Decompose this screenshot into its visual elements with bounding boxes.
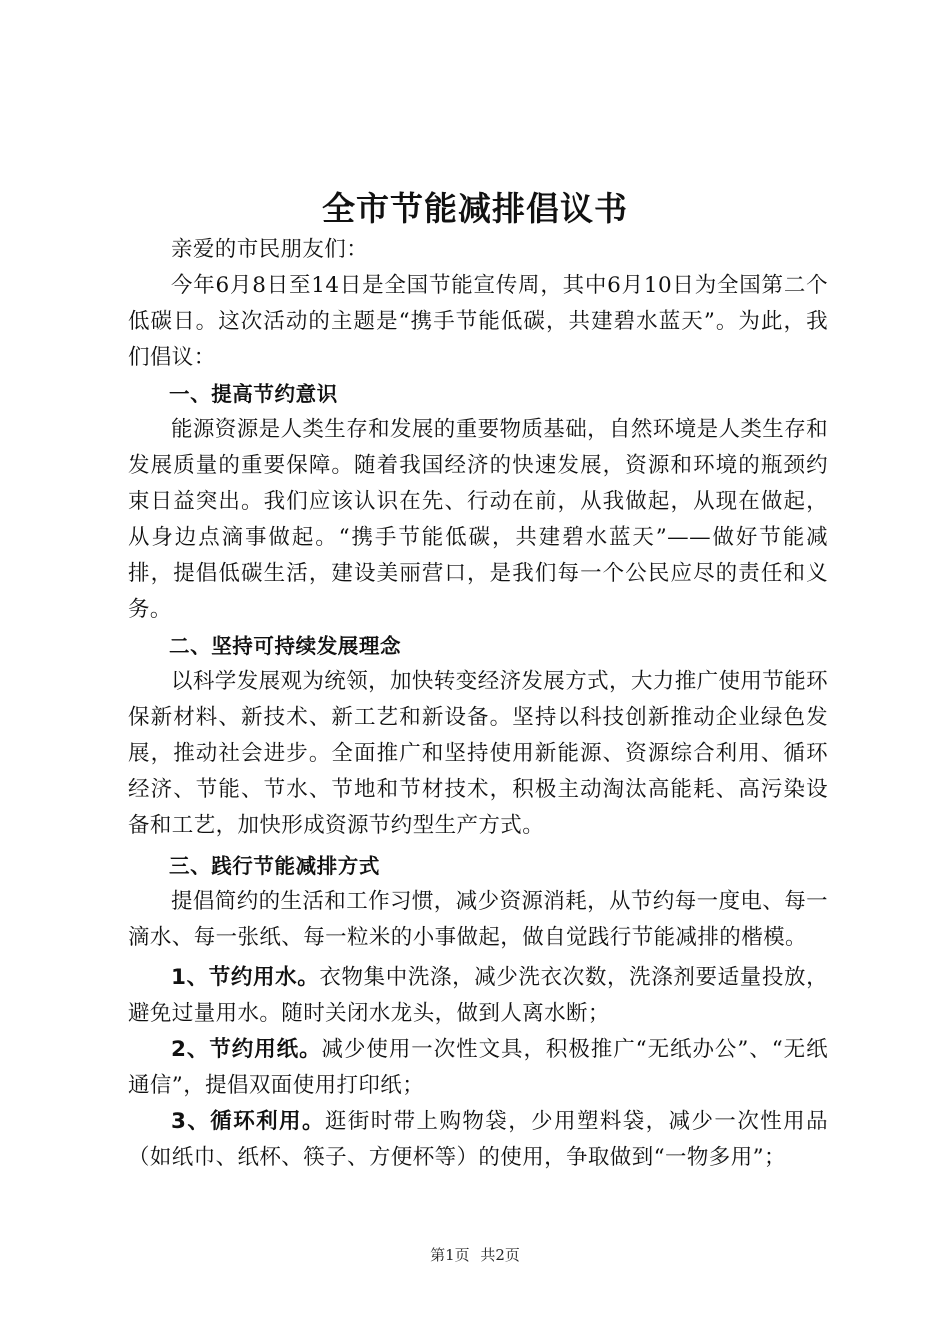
list-item-water — [128, 960, 828, 1032]
list-item-text: 衣物集中洗涤，减少洗衣次数，洗涤剂要适量投放，避免过量用水。随时关闭水龙头，做到人离水断； — [128, 965, 829, 1026]
list-item-recycle — [128, 1104, 828, 1176]
list-item-lead: 3、循环利用。 — [171, 1109, 325, 1134]
document-body — [128, 232, 828, 1176]
list-item-lead: 1、节约用水。 — [171, 965, 320, 990]
section-paragraph-1: 能源资源是人类生存和发展的重要物质基础，自然环境是人类生存和发展质量的重要保障。随着我国经济的快速发展，资源和环境的瓶颈约束日益突出。我们应该认识在先、行动在前，从我做起，从现在做起，从身边点滴事做起。“携手节能低碳，共建碧水蓝天”——做好节能减排，提倡低碳生活，建设美丽营口，是我们每一个公民应尽的责任和义务。 — [128, 417, 829, 622]
section-heading-3: 三、践行节能减排方式 — [169, 854, 380, 878]
list-item-paper — [128, 1032, 828, 1104]
intro-paragraph: 今年6月8日至14日是全国节能宣传周，其中6月10日为全国第二个低碳日。这次活动的主题是“携手节能低碳，共建碧水蓝天”。为此，我们倡议： — [128, 273, 828, 370]
page-count: 共2页 — [480, 1246, 520, 1264]
greeting: 亲爱的市民朋友们： — [171, 237, 369, 262]
section-paragraph-2: 以科学发展观为统领，加快转变经济发展方式，大力推广使用节能环保新材料、新技术、新工艺和新设备。坚持以科技创新推动企业绿色发展，推动社会进步。全面推广和坚持使用新能源、资源综合利用、循环经济、节能、节水、节地和节材技术，积极主动淘汰高能耗、高污染设备和工艺，加快形成资源节约型生产方式。 — [128, 669, 829, 838]
list-item-text: 减少使用一次性文具，积极推广“无纸办公”、“无纸通信”，提倡双面使用打印纸； — [128, 1037, 828, 1098]
list-item-lead: 2、节约用纸。 — [171, 1037, 322, 1062]
document-title: 全市节能减排倡议书 — [322, 189, 628, 228]
section-paragraph-3: 提倡简约的生活和工作习惯，减少资源消耗，从节约每一度电、每一滴水、每一张纸、每一粒米的小事做起，做自觉践行节能减排的楷模。 — [128, 889, 829, 950]
section-heading-2: 二、坚持可持续发展理念 — [169, 634, 402, 658]
page-number: 第1页 — [430, 1246, 470, 1264]
page-footer — [0, 1244, 950, 1266]
list-item-text: 逛街时带上购物袋，少用塑料袋，减少一次性用品（如纸巾、纸杯、筷子、方便杯等）的使用，争取做到“一物多用”； — [128, 1109, 828, 1170]
section-heading-1: 一、提高节约意识 — [169, 382, 338, 406]
